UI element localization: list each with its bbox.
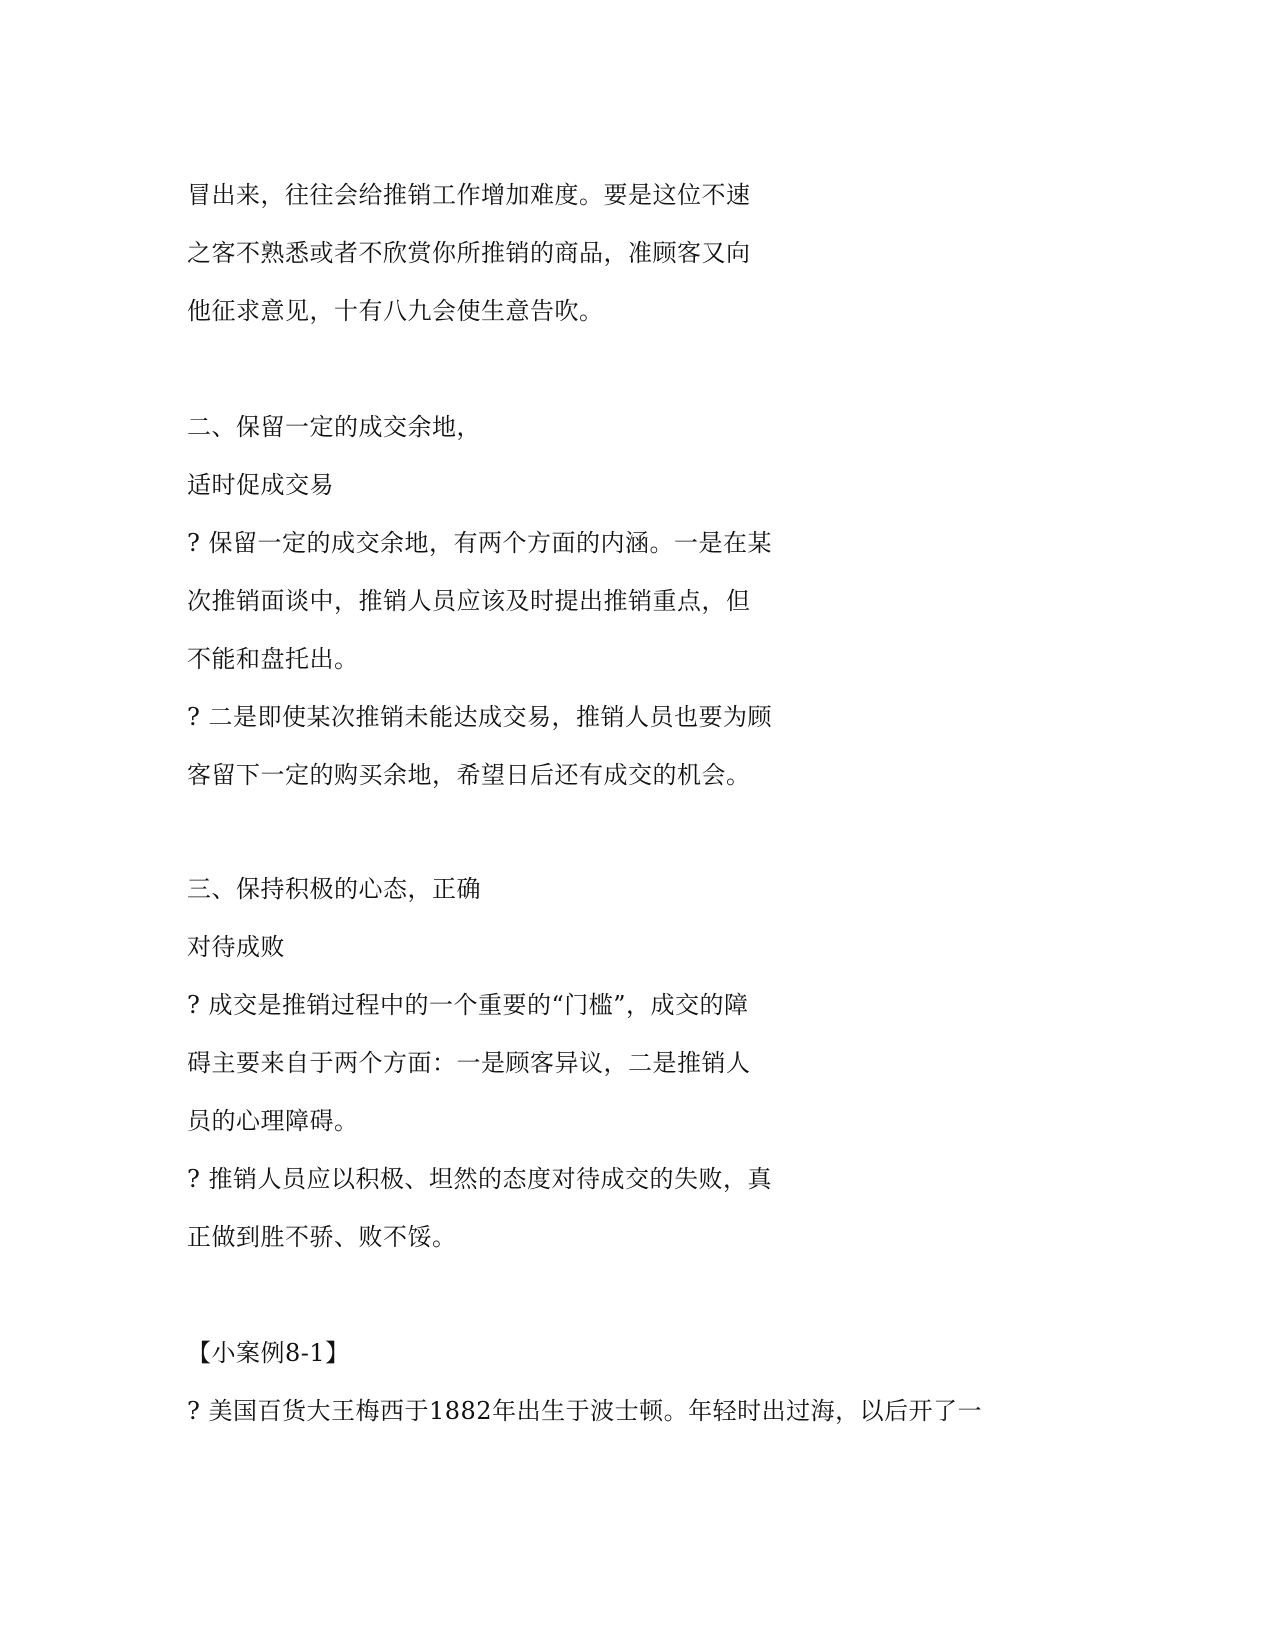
body-text-line: 他征求意见，十有八九会使生意告吹。 (187, 297, 604, 325)
bullet-text-line: ? 推销人员应以积极、坦然的态度对待成交的失败，真 (187, 1165, 772, 1193)
case-heading: 【小案例8-1】 (187, 1339, 350, 1367)
body-text-line: 冒出来，往往会给推销工作增加难度。要是这位不速 (187, 181, 751, 209)
section-heading: 二、保留一定的成交余地， (187, 413, 481, 441)
body-text-line: 员的心理障碍。 (187, 1107, 359, 1135)
body-text-line: 正做到胜不骄、败不馁。 (187, 1223, 457, 1251)
body-text-line: 不能和盘托出。 (187, 645, 359, 673)
section-heading: 对待成败 (187, 933, 285, 961)
bullet-text-line: ? 二是即使某次推销未能达成交易，推销人员也要为顾 (187, 703, 772, 731)
section-heading: 三、保持积极的心态，正确 (187, 875, 481, 903)
section-heading: 适时促成交易 (187, 471, 334, 499)
body-text-line: 之客不熟悉或者不欣赏你所推销的商品，准顾客又向 (187, 239, 751, 267)
bullet-text-line: ? 保留一定的成交余地，有两个方面的内涵。一是在某 (187, 529, 772, 557)
body-text-line: 碍主要来自于两个方面：一是顾客异议，二是推销人 (187, 1049, 751, 1077)
bullet-text-line: ? 成交是推销过程中的一个重要的“门槛”，成交的障 (187, 991, 749, 1019)
bullet-text-line: ? 美国百货大王梅西于1882年出生于波士顿。年轻时出过海，以后开了一 (187, 1397, 983, 1425)
body-text-line: 次推销面谈中，推销人员应该及时提出推销重点，但 (187, 587, 751, 615)
body-text-line: 客留下一定的购买余地，希望日后还有成交的机会。 (187, 761, 751, 789)
